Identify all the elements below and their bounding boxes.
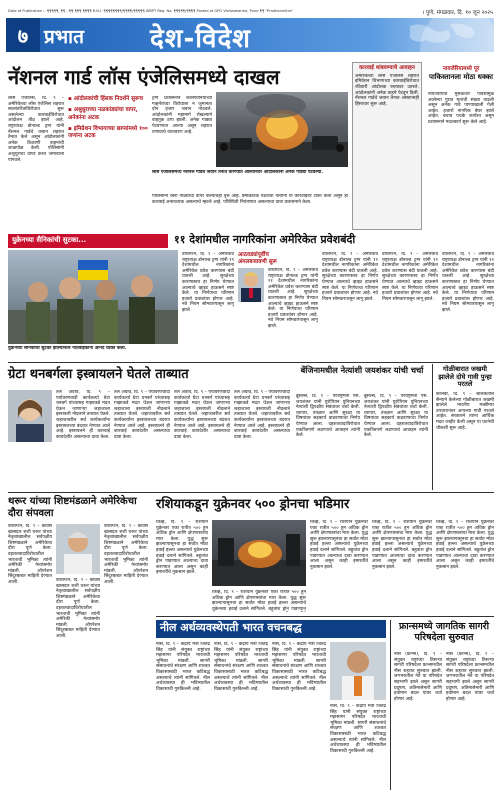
greta-column-3: तेल अवीव, दि. ९ – पर्यावरणवादी कार्यकर्त्या ग्रेटा थनबर्ग यांच्यासह गाझाकडे मदत घेऊन जाणाऱ्या जहाजाला इस्त्रायली नौदलाने ताब्यात घेतले. जहाजावरील सर्व कार्यकर्त्यांना इस्त्रायलच्या बंदरात नेण्यात आले आहे. इस्त्रायलने ही कारवाई कायदेशीर असल्याचा दावा केला. [174, 390, 230, 440]
soldiers-caption: युक्रेनच्या सैनिकांची सुटका झाल्यानंतर नातेवाईकांनी आनंद व्यक्त केला. [8, 346, 127, 351]
divider-line [156, 616, 494, 617]
drones-column-3: किव्ह, दि. ९ – रशियाने युक्रेनवर एका रात्रीत ५०० हून अधिक ड्रोन आणि क्षेपणास्त्रांचा मारा केला. युद्ध सुरू झाल्यापासूनचा हा सर्वात मोठा हवाई हल्ला असल्याचे युक्रेनच्या हवाई दलाने सांगितले. बहुतांश ड्रोन पाडण्यात आल्याचा दावा करण्यात आला असून काही इमारतींचे नुकसान झाले. [310, 520, 368, 570]
lead-column-3: ट्रम्प प्रशासनाने कॅलिफोर्नियाच्या गव्हर्नरांच्या विरोधाला न जुमानता दोन हजार जवान पाठवले. आंदोलकांनी महामार्ग रोखल्याने वाहतूक ठप्प झाली. अनेक गाड्या पेटवण्यात आल्या असून शहरात तणावाचे वातावरण आहे. [152, 96, 212, 135]
greta-column-1: तेल अवीव, दि. ९ – पर्यावरणवादी कार्यकर्त्या ग्रेटा थनबर्ग यांच्यासह गाझाकडे मदत घेऊन जाणाऱ्या जहाजाला इस्त्रायली नौदलाने ताब्यात घेतले. जहाजावरील सर्व कार्यकर्त्यांना इस्त्रायलच्या बंदरात नेण्यात आले आहे. इस्त्रायलने ही कारवाई कायदेशीर असल्याचा दावा केला. [56, 390, 110, 440]
jaishankar-column-2: ब्रुसेल्स, दि. ९ – परराष्ट्रमंत्री एस. जयशंकर यांनी युरोपियन युनियनच्या नेत्यांशी द्विपक्षीय संबंधांवर चर्चा केली. व्यापार, तंत्रज्ञान आणि सुरक्षा या विषयांवर सहकार्य वाढवण्याचा निर्णय घेण्यात आला. दहशतवादाविरोधात एकत्रितपणे लढण्याचे आवाहन त्यांनी केले. [364, 394, 428, 439]
right-top-text: नायजेरियात मुसळधार पावसामुळे आलेल्या पुरात मृतांची संख्या वाढली असून अनेक गावे पाण्याखाली गेली आहेत. हजारो नागरिक बेघर झाले आहेत. बचाव पथके कार्यरत असून प्रशासनाने मदतकार्य सुरू केले आहे. [428, 92, 494, 125]
lead-photo [216, 92, 348, 167]
divider-line [8, 362, 494, 363]
vertical-divider [390, 620, 391, 790]
lead-headline: नॅशनल गार्ड लॉस एंजेलिसमध्ये दाखल [8, 65, 280, 89]
right-top-headline: पाकिस्तानला मोठा धक्का [428, 73, 493, 81]
deport-column-2: वॉशिंग्टन, दि. ९ – अमेरिकेचे राष्ट्राध्यक्ष डोनाल्ड ट्रम्प यांनी ११ देशांमधील नागरिकांना अमेरिकेत प्रवेश करण्यास बंदी घातली आहे. सुरक्षेच्या कारणास्तव हा निर्णय घेण्यात आल्याचे व्हाइट हाऊसने स्पष्ट केले. या निर्णयाचा परिणाम हजारो प्रवाशांवर होणार आहे. नवे नियम सोमवारपासून लागू झाले. [268, 268, 318, 329]
divider-line [8, 492, 494, 493]
vertical-divider [432, 364, 433, 490]
drones-photo [212, 520, 306, 586]
drones-column-4: किव्ह, दि. ९ – रशियाने युक्रेनवर एका रात्रीत ५०० हून अधिक ड्रोन आणि क्षेपणास्त्रांचा मारा केला. युद्ध सुरू झाल्यापासूनचा हा सर्वात मोठा हवाई हल्ला असल्याचे युक्रेनच्या हवाई दलाने सांगितले. बहुतांश ड्रोन पाडण्यात आल्याचा दावा करण्यात आला असून काही इमारतींचे नुकसान झाले. [372, 520, 432, 570]
trump-portrait [238, 268, 264, 302]
economy-column-3: नीस, दि. ९ – केंद्रीय मंत्री जितेंद्र सिंह यांनी संयुक्त राष्ट्रांच्या महासागर परिषदेत भारताची भूमिका मांडली. सागरी संसाधनांचे संरक्षण आणि शाश्वत विकासासाठी भारत कटिबद्ध असल्याचे त्यांनी सांगितले. नील अर्थव्यवस्था ही भविष्यातील विकासाची गुरुकिल्ली आहे. [272, 642, 326, 692]
drones-column-5: किव्ह, दि. ९ – रशियाने युक्रेनवर एका रात्रीत ५०० हून अधिक ड्रोन आणि क्षेपणास्त्रांचा मारा केला. युद्ध सुरू झाल्यापासूनचा हा सर्वात मोठा हवाई हल्ला असल्याचे युक्रेनच्या हवाई दलाने सांगितले. बहुतांश ड्रोन पाडण्यात आल्याचा दावा करण्यात आला असून काही इमारतींचे नुकसान झाले. [436, 520, 494, 570]
drones-headline: रशियाकडून युक्रेनवर ५०० ड्रोनचा भडिमार [156, 497, 350, 512]
deport-headline: ११ देशांमधील नागरिकांना अमेरिकेत प्रवेशबंदी [174, 233, 356, 246]
tharoor-headline: थरूर यांच्या शिष्टमंडळाने अमेरिकेचा दौरा संपवला [8, 496, 137, 519]
deport-subhead: आठवड्यांपूर्वीच अंमलबजावणी सुरू [238, 252, 277, 265]
lead-bullets [68, 96, 148, 206]
tharoor-photo [56, 524, 100, 574]
lead-column-4: पोलिसांनी रबरी गोळ्यांचा वापर केल्याचेही वृत्त आहे. डेमोक्रॅटिक पक्षाच्या नेत्यांनी या कारवाईवर टीका केली असून ही कारवाई अनावश्यक असल्याचे म्हटले आहे. परिस्थिती नियंत्रणात असल्याचा दावा प्रशासनाने केला. [152, 194, 348, 205]
page-number: ७ [6, 18, 40, 52]
ocean-column-1: नीस (फ्रान्स), दि. ९ – संयुक्त राष्ट्रांच्या तिसऱ्या सागरी परिषदेला फ्रान्समधील नीस शहरात सुरुवात झाली. जगभरातील नेते या परिषदेत सहभागी झाले असून सागरी प्रदूषण, अतिमासेमारी आणि हवामान बदल यांवर चर्चा होणार आहे. [394, 652, 442, 702]
goa-text: कोलंबो, दि. ९ – श्रीलंकेतील सैन्याने केलेल्या गोळीबारात जखमी झालेले भारतीय मच्छीमार उपचारानंतर आपल्या गावी परतले आहेत. सरकारने त्यांना आर्थिक मदत जाहीर केली असून या घटनेची चौकशी सुरू आहे. [436, 392, 494, 431]
deport-column-1: वॉशिंग्टन, दि. ९ – अमेरिकेचे राष्ट्राध्यक्ष डोनाल्ड ट्रम्प यांनी ११ देशांमधील नागरिकांना अमेरिकेत प्रवेश करण्यास बंदी घातली आहे. सुरक्षेच्या कारणास्तव हा निर्णय घेण्यात आल्याचे व्हाइट हाऊसने स्पष्ट केले. या निर्णयाचा परिणाम हजारो प्रवाशांवर होणार आहे. नवे नियम सोमवारपासून लागू झाले. [182, 252, 234, 313]
issue-line: । पुणे, मंगळवार, दि. १० जून २०२५ [422, 10, 493, 16]
tharoor-column-1: वॉशिंग्टन, दि. ९ – काँग्रेस खासदार शशी थरूर यांच्या नेतृत्वाखालील सर्वपक्षीय शिष्टमंडळाने अमेरिकेचा दौरा पूर्ण केला. दहशतवादाविरोधातील भारताची भूमिका त्यांनी अमेरिकी नेत्यांसमोर मांडली. ऑपरेशन सिंदूरबाबत माहिती देण्यात आली. [8, 524, 52, 585]
jaishankar-headline: बेंजिनामधील नेत्यांशी जयशंकर यांची चर्चा [300, 365, 424, 375]
drones-column-1: किव्ह, दि. ९ – रशियाने युक्रेनवर एका रात्रीत ५०० हून अधिक ड्रोन आणि क्षेपणास्त्रांचा मारा केला. युद्ध सुरू झाल्यापासूनचा हा सर्वात मोठा हवाई हल्ला असल्याचे युक्रेनच्या हवाई दलाने सांगितले. बहुतांश ड्रोन पाडण्यात आल्याचा दावा करण्यात आला असून काही इमारतींचे नुकसान झाले. [156, 520, 208, 576]
economy-column-2: नीस, दि. ९ – केंद्रीय मंत्री जितेंद्र सिंह यांनी संयुक्त राष्ट्रांच्या महासागर परिषदेत भारताची भूमिका मांडली. सागरी संसाधनांचे संरक्षण आणि शाश्वत विकासासाठी भारत कटिबद्ध असल्याचे त्यांनी सांगितले. नील अर्थव्यवस्था ही भविष्यातील विकासाची गुरुकिल्ली आहे. [214, 642, 268, 692]
bullet-item: ▪ आंदोलकांची हिंसक निदर्शने सुरूच [68, 96, 143, 102]
deport-column-5: वॉशिंग्टन, दि. ९ – अमेरिकेचे राष्ट्राध्यक्ष डोनाल्ड ट्रम्प यांनी ११ देशांमधील नागरिकांना अमेरिकेत प्रवेश करण्यास बंदी घातली आहे. सुरक्षेच्या कारणास्तव हा निर्णय घेण्यात आल्याचे व्हाइट हाऊसने स्पष्ट केले. या निर्णयाचा परिणाम हजारो प्रवाशांवर होणार आहे. नवे नियम सोमवारपासून लागू झाले. [442, 252, 494, 313]
tharoor-column-3: वॉशिंग्टन, दि. ९ – काँग्रेस खासदार शशी थरूर यांच्या नेतृत्वाखालील सर्वपक्षीय शिष्टमंडळाने अमेरिकेचा दौरा पूर्ण केला. दहशतवादाविरोधातील भारताची भूमिका त्यांनी अमेरिकी नेत्यांसमोर मांडली. ऑपरेशन सिंदूरबाबत माहिती देण्यात आली. [104, 524, 148, 585]
economy-column-4: नीस, दि. ९ – केंद्रीय मंत्री जितेंद्र सिंह यांनी संयुक्त राष्ट्रांच्या महासागर परिषदेत भारताची भूमिका मांडली. सागरी संसाधनांचे संरक्षण आणि शाश्वत विकासासाठी भारत कटिबद्ध असल्याचे त्यांनी सांगितले. नील अर्थव्यवस्था ही भविष्यातील विकासाची गुरुकिल्ली आहे. [330, 704, 386, 754]
drones-column-2: किव्ह, दि. ९ – रशियाने युक्रेनवर एका रात्रीत ५०० हून अधिक ड्रोन आणि क्षेपणास्त्रांचा मारा केला. युद्ध सुरू झाल्यापासूनचा हा सर्वात मोठा हवाई हल्ला असल्याचे युक्रेनच्या हवाई दलाने सांगितले. बहुतांश ड्रोन पाडण्यात [212, 590, 306, 612]
economy-column-1: नीस, दि. ९ – केंद्रीय मंत्री जितेंद्र सिंह यांनी संयुक्त राष्ट्रांच्या महासागर परिषदेत भारताची भूमिका मांडली. सागरी संसाधनांचे संरक्षण आणि शाश्वत विकासासाठी भारत कटिबद्ध असल्याचे त्यांनी सांगितले. नील अर्थव्यवस्था ही भविष्यातील विकासाची गुरुकिल्ली आहे. [156, 642, 210, 692]
brand-name: प्रभात [44, 26, 84, 48]
strip-label: युक्रेनच्या सैनिकांची सुटका... [8, 234, 168, 248]
deport-column-3: वॉशिंग्टन, दि. ९ – अमेरिकेचे राष्ट्राध्यक्ष डोनाल्ड ट्रम्प यांनी ११ देशांमधील नागरिकांना अमेरिकेत प्रवेश करण्यास बंदी घातली आहे. सुरक्षेच्या कारणास्तव हा निर्णय घेण्यात आल्याचे व्हाइट हाऊसने स्पष्ट केले. या निर्णयाचा परिणाम हजारो प्रवाशांवर होणार आहे. नवे नियम सोमवारपासून लागू झाले. [322, 252, 378, 302]
bullet-item: ▪ इमिग्रेशन विभागाच्या छाप्यांमध्ये १०० जणांना अटक [68, 125, 148, 140]
right-top-kicker: नायजेरियामध्ये पूर [442, 66, 480, 72]
greta-portrait [8, 390, 52, 442]
middle-box-text: अमेरिकेच्या लॉस एंजेलिस शहरात इमिग्रेशन विभागाच्या कारवाईविरोधात रविवारी आंदोलक रस्त्यावर उतरले. आंदोलकांनी अनेक वाहने पेटवून दिली. नॅशनल गार्डचे जवान तैनात असतानाही हिंसाचार सुरू आहे. [355, 73, 419, 107]
lead-photo-caption: लॉस एंजेलिसमध्ये नॅशनल गार्डचे जवान तैनात करण्यात आल्यानंतर आंदोलकांनी अनेक गाड्या पेटवल्या. [152, 170, 324, 175]
deport-column-4: वॉशिंग्टन, दि. ९ – अमेरिकेचे राष्ट्राध्यक्ष डोनाल्ड ट्रम्प यांनी ११ देशांमधील नागरिकांना अमेरिकेत प्रवेश करण्यास बंदी घातली आहे. सुरक्षेच्या कारणास्तव हा निर्णय घेण्यात आल्याचे व्हाइट हाऊसने स्पष्ट केले. या निर्णयाचा परिणाम हजारो प्रवाशांवर होणार आहे. नवे नियम सोमवारपासून लागू झाले. [382, 252, 438, 302]
greta-column-4: तेल अवीव, दि. ९ – पर्यावरणवादी कार्यकर्त्या ग्रेटा थनबर्ग यांच्यासह गाझाकडे मदत घेऊन जाणाऱ्या जहाजाला इस्त्रायली नौदलाने ताब्यात घेतले. जहाजावरील सर्व कार्यकर्त्यांना इस्त्रायलच्या बंदरात नेण्यात आले आहे. इस्त्रायलने ही कारवाई कायदेशीर असल्याचा दावा केला. [234, 390, 290, 440]
goa-headline: गोळीबारात जखमी झालेले दोघे गावी पुन्हा परतले [438, 365, 492, 389]
middle-box-title: कारवाई थांबवण्याचे आवाहन [359, 65, 415, 71]
globe-map-graphic [350, 18, 494, 52]
lead-column-1: लॉस एंजेलिस, दि. ९ – अमेरिकेच्या लॉस एंजेलिस शहरात स्थलांतरितांविरोधात सुरू असलेल्या कारवाईविरोधात आंदोलन तीव्र झाले आहे. राष्ट्राध्यक्ष डोनाल्ड ट्रम्प यांनी नॅशनल गार्डचे जवान शहरात तैनात केले असून आंदोलकांनी अनेक ठिकाणी वाहनांची जाळपोळ केली. पोलिसांनी अश्रुधुराचा वापर करत जमावाला पांगवले. [8, 96, 64, 163]
minister-photo [330, 642, 386, 700]
section-title: देश-विदेश [150, 24, 251, 54]
middle-box [352, 62, 422, 230]
economy-headline: नील अर्थव्यवस्थेपती भारत वचनबद्ध [160, 621, 302, 634]
greta-column-2: तेल अवीव, दि. ९ – पर्यावरणवादी कार्यकर्त्या ग्रेटा थनबर्ग यांच्यासह गाझाकडे मदत घेऊन जाणाऱ्या जहाजाला इस्त्रायली नौदलाने ताब्यात घेतले. जहाजावरील सर्व कार्यकर्त्यांना इस्त्रायलच्या बंदरात नेण्यात आले आहे. इस्त्रायलने ही कारवाई कायदेशीर असल्याचा दावा केला. [114, 390, 170, 440]
date-line: Date of Publication :- ¶¶¶¶¶, ¶¶ - ¶¶ ¶¶¶ ¶¶¶¶ R.N.I. ¶¶¶¶¶¶¶¶/¶¶¶¶/¶¶¶¶¶ WBPT Reg. No. ¶¶¶¶¶/¶¶¶¶ Posted at GPO Vishwakarma, Pune ¶¶ "Pradhanmitra" [8, 9, 294, 13]
tharoor-column-2: वॉशिंग्टन, दि. ९ – काँग्रेस खासदार शशी थरूर यांच्या नेतृत्वाखालील सर्वपक्षीय शिष्टमंडळाने अमेरिकेचा दौरा पूर्ण केला. दहशतवादाविरोधातील भारताची भूमिका त्यांनी अमेरिकी नेत्यांसमोर मांडली. ऑपरेशन सिंदूरबाबत माहिती देण्यात आली. [56, 578, 100, 639]
bullet-item: ▪ अश्रुधुराच्या नळकांड्यांचा वापर, अनेकांना अटक [68, 107, 138, 121]
ocean-column-2: नीस (फ्रान्स), दि. ९ – संयुक्त राष्ट्रांच्या तिसऱ्या सागरी परिषदेला फ्रान्समधील नीस शहरात सुरुवात झाली. जगभरातील नेते या परिषदेत सहभागी झाले असून सागरी प्रदूषण, अतिमासेमारी आणि हवामान बदल यांवर चर्चा होणार आहे. [446, 652, 494, 702]
jaishankar-column-1: ब्रुसेल्स, दि. ९ – परराष्ट्रमंत्री एस. जयशंकर यांनी युरोपियन युनियनच्या नेत्यांशी द्विपक्षीय संबंधांवर चर्चा केली. व्यापार, तंत्रज्ञान आणि सुरक्षा या विषयांवर सहकार्य वाढवण्याचा निर्णय घेण्यात आला. दहशतवादाविरोधात एकत्रितपणे लढण्याचे आवाहन त्यांनी केले. [296, 394, 360, 439]
greta-headline: ग्रेटा थनबर्गला इस्त्रायलने घेतले ताब्यात [8, 367, 189, 382]
soldiers-photo [8, 250, 178, 344]
ocean-headline: फ्रान्समध्ये जागतिक सागरी परिषदेला सुरुवात [398, 621, 490, 643]
